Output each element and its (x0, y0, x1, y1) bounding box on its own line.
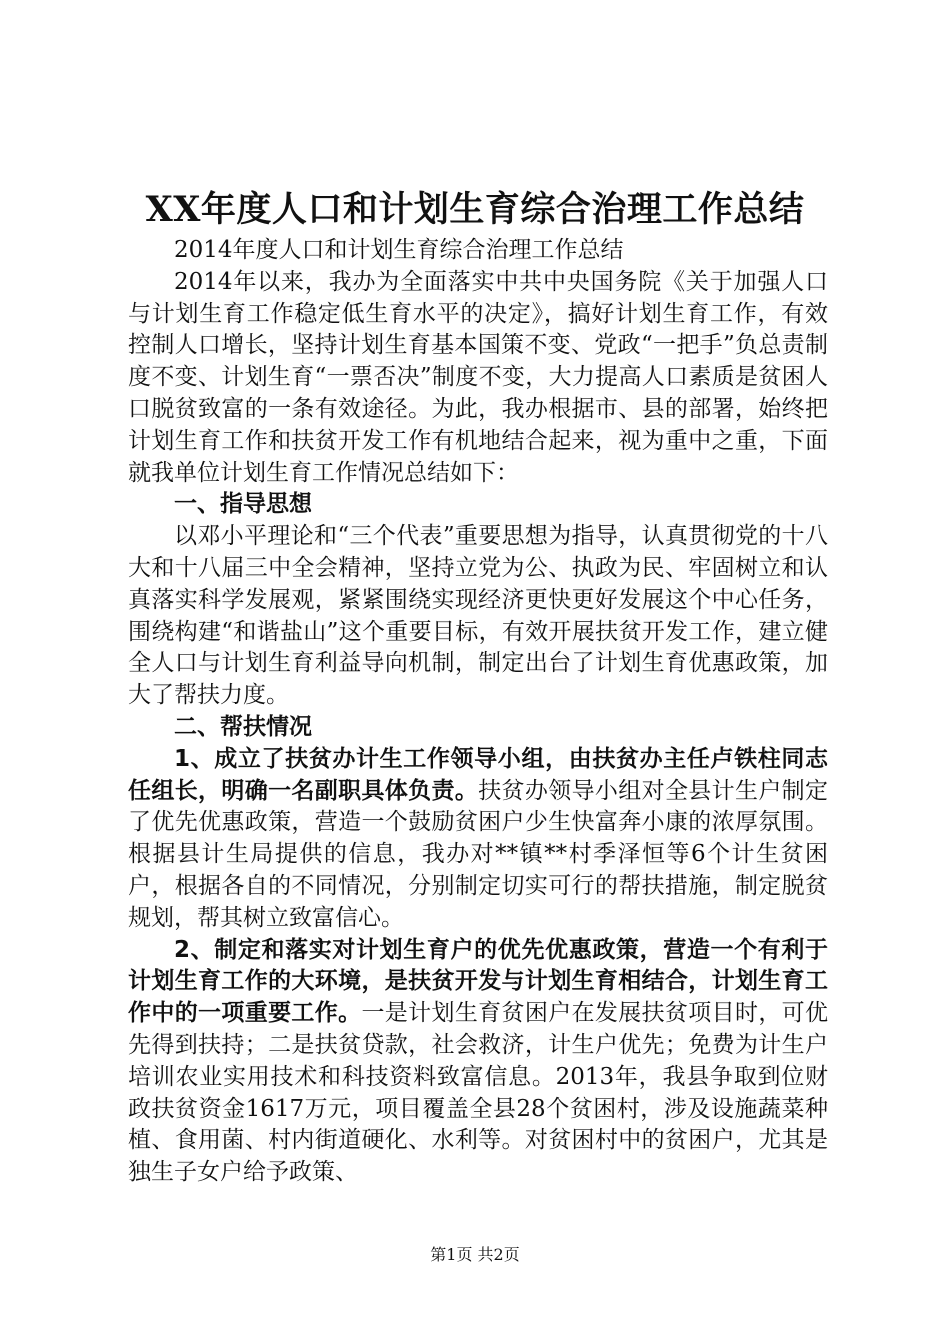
intro-paragraph (128, 267, 828, 490)
document-body (128, 235, 828, 1189)
paragraph-text: 2014年以来，我办为全面落实中共中央国务院《关于加强人口与计划生育工作稳定低生育水平的决定》，搞好计划生育工作，有效控制人口增长，坚持计划生育基本国策不变、党政“一把手”负总责制度不变、计划生育“一票否决”制度不变，大力提高人口素质是贫困人口脱贫致富的一条有效途径。为此，我办根据市、县的部署，始终把计划生育工作和扶贫开发工作有机地结合起来，视为重中之重，下面就我单位计划生育工作情况总结如下： (128, 268, 828, 486)
document-title: XX年度人口和计划生育综合治理工作总结 (145, 189, 805, 230)
paragraph-text: 2014年度人口和计划生育综合治理工作总结 (174, 237, 624, 263)
subtitle-paragraph (128, 235, 828, 267)
paragraph-text: 一是计划生育贫困户在发展扶贫项目时，可优先得到扶持；二是扶贫贷款，社会救济，计生户优先；免费为计生户培训农业实用技术和科技资料致富信息。2013年，我县争取到位财政扶贫资金1617万元，项目覆盖全县28个贫困村，涉及设施蔬菜种植、食用菌、村内街道硬化、水利等。对贫困村中的贫困户，尤其是独生子女户给予政策、 (128, 1000, 829, 1186)
heading-text: 二、帮扶情况 (174, 713, 312, 740)
paragraph-text: 以邓小平理论和“三个代表”重要思想为指导，认真贯彻党的十八大和十八届三中全会精神，坚持立党为公、执政为民、牢固树立和认真落实科学发展观，紧紧围绕实现经济更快更好发展这个中心任务，围绕构建“和谐盐山”这个重要目标，有效开展扶贫开发工作，建立健全人口与计划生育利益导向机制，制定出台了计划生育优惠政策，加大了帮扶力度。 (128, 523, 828, 709)
body-paragraph (128, 521, 828, 712)
body-paragraph (128, 935, 828, 1189)
body-paragraph (128, 744, 828, 935)
heading-text: 一、指导思想 (174, 491, 312, 518)
page-footer: 第1页 共2页 (430, 1245, 520, 1264)
paragraph-text: 扶贫办领导小组对全县计生户制定了优先优惠政策，营造一个鼓励贫困户少生快富奔小康的浓厚氛围。根据县计生局提供的信息，我办对**镇**村季泽恒等6个计生贫困户，根据各自的不同情况，分别制定切实可行的帮扶措施，制定脱贫规划，帮其树立致富信心。 (128, 777, 829, 931)
paragraph-lead: 1、成立了扶贫办计生工作领导小组，由扶贫办主任卢铁柱同志任组长，明确一名副职具体负责。 (128, 745, 828, 804)
paragraph-lead: 2、制定和落实对计划生育户的优先优惠政策，营造一个有利于计划生育工作的大环境，是扶贫开发与计划生育相结合，计划生育工作中的一项重要工作。 (128, 936, 828, 1027)
section-heading (128, 712, 828, 744)
section-heading (128, 489, 828, 521)
